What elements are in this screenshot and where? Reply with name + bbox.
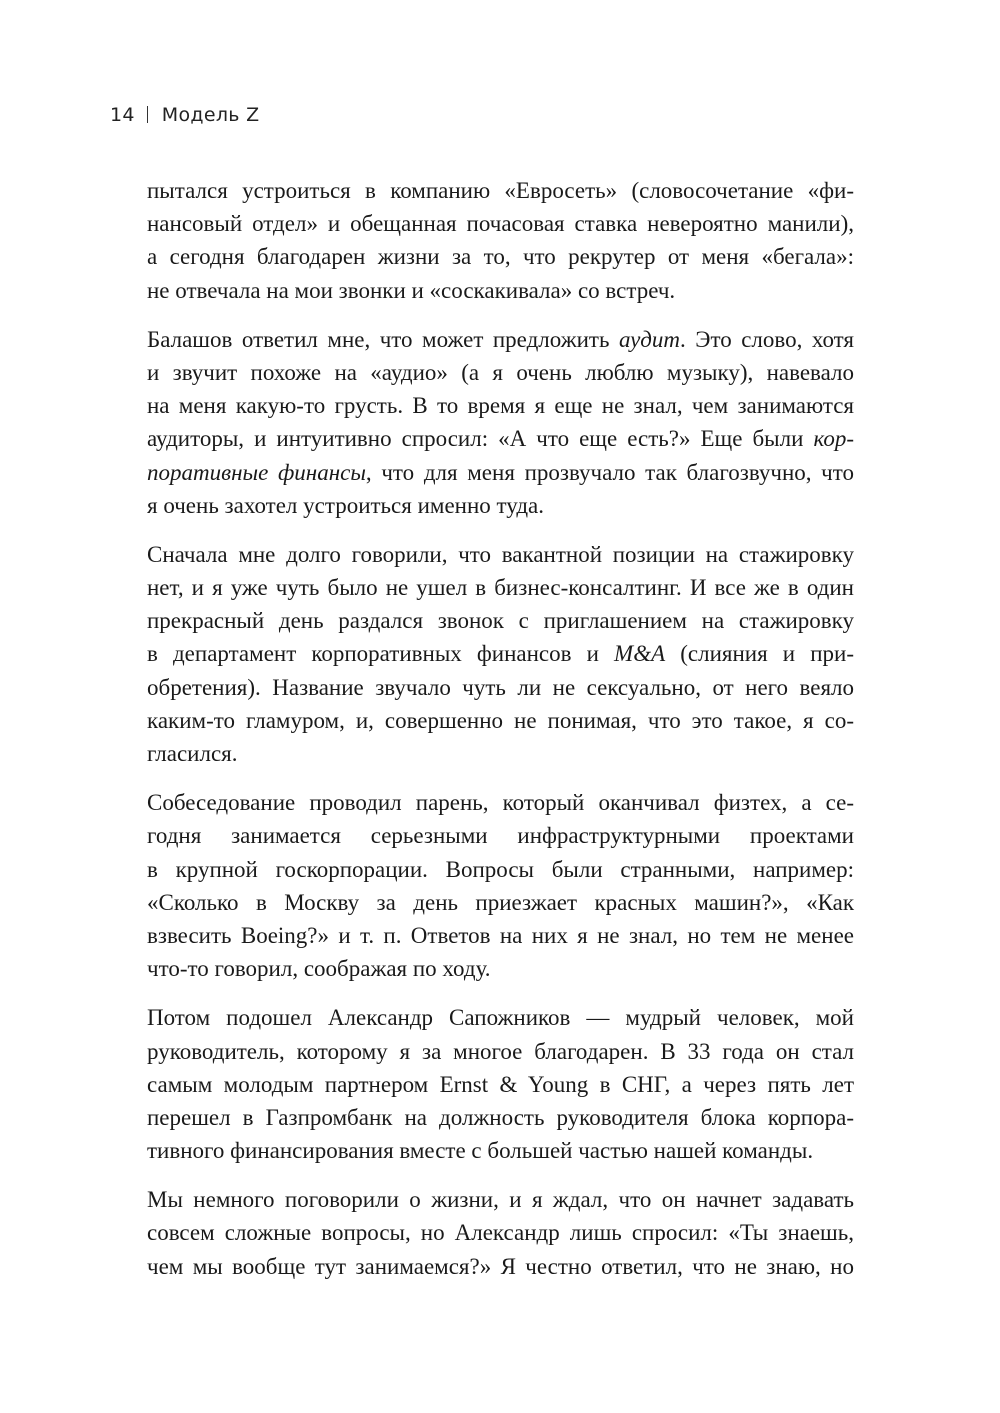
text-line <box>147 1183 854 1216</box>
text-line <box>147 853 854 886</box>
text-run: в крупной госкорпорации. Вопросы были странными, например: <box>147 856 854 882</box>
text-run: что-то говорил, соображая по ходу. <box>147 956 491 982</box>
text-line <box>147 240 854 273</box>
text-run: перешел в Газпромбанк на должность руководителя блока корпора- <box>147 1104 854 1130</box>
paragraph <box>147 174 854 307</box>
text-run: чем мы вообще тут занимаемся?» Я честно ответил, что не знаю, но <box>147 1253 854 1279</box>
paragraph <box>147 323 854 522</box>
text-line <box>147 952 854 985</box>
italic-text: поративные финансы <box>147 459 366 485</box>
text-line <box>147 174 854 207</box>
text-run: не отвечала на мои звонки и «соскакивала» со встреч. <box>147 277 676 303</box>
text-line <box>147 1001 854 1034</box>
text-run: «Сколько в Москву за день приезжает красных машин?», «Как <box>147 889 854 915</box>
text-run: Балашов ответил мне, что может предложить <box>147 326 619 352</box>
running-head <box>110 104 259 126</box>
text-line <box>147 538 854 571</box>
text-run: а сегодня благодарен жизни за то, что рекрутер от меня «бегала»: <box>147 244 854 270</box>
paragraph <box>147 1183 854 1283</box>
text-line <box>147 737 854 770</box>
book-title: Модель Z <box>161 104 260 126</box>
text-line <box>147 786 854 819</box>
text-run: , что для меня прозвучало так благозвучно, что <box>365 459 854 485</box>
text-run: Сначала мне долго говорили, что вакантной позиции на стажировку <box>147 541 854 567</box>
paragraph <box>147 1001 854 1167</box>
text-run: аудиторы, и интуитивно спросил: «А что еще есть?» Еще были <box>147 426 814 452</box>
text-run: обретения). Название звучало чуть ли не сексуально, от него веяло <box>147 674 854 700</box>
text-line <box>147 1101 854 1134</box>
text-run: прекрасный день раздался звонок с приглашением на стажировку <box>147 608 854 634</box>
text-line <box>147 1134 854 1167</box>
page-number: 14 <box>110 104 135 126</box>
italic-text: аудит <box>618 326 681 352</box>
text-run: и звучит похоже на «аудио» (а я очень люблю музыку), навевало <box>147 359 854 385</box>
text-run: пытался устроиться в компанию «Евросеть» (словосочетание «фи- <box>147 178 854 203</box>
text-run: Потом подошел Александр Сапожников — мудрый человек, мой <box>147 1005 854 1031</box>
text-run: тивного финансирования вместе с большей частью нашей команды. <box>147 1138 814 1164</box>
text-run: . Это слово, хотя <box>680 326 855 352</box>
text-run: самым молодым партнером Ernst & Young в СНГ, а через пять лет <box>147 1071 854 1097</box>
text-line <box>147 819 854 852</box>
text-line <box>147 389 854 422</box>
text-line <box>147 1250 854 1283</box>
text-run: в департамент корпоративных финансов и <box>147 641 615 667</box>
text-run: взвесить Boeing?» и т. п. Ответов на них я не знал, но тем не менее <box>147 922 854 948</box>
text-line <box>147 1035 854 1068</box>
text-line <box>147 207 854 240</box>
text-run: Мы немного поговорили о жизни, и я ждал, что он начнет задавать <box>147 1187 854 1213</box>
text-line <box>147 671 854 704</box>
text-line <box>147 637 854 670</box>
text-run: годня занимается серьезными инфраструктурными проектами <box>147 823 854 849</box>
text-line <box>147 919 854 952</box>
body-text <box>147 174 854 1299</box>
text-line <box>147 422 854 455</box>
text-line <box>147 323 854 356</box>
paragraph <box>147 538 854 770</box>
text-line <box>147 571 854 604</box>
text-run: на меня какую-то грусть. В то время я еще не знал, чем занимаются <box>147 393 854 419</box>
text-run: каким-то гламуром, и, совершенно не понимая, что это такое, я со- <box>147 707 854 733</box>
text-run: руководитель, которому я за многое благодарен. В 33 года он стал <box>147 1038 854 1064</box>
text-run: нансовый отдел» и обещанная почасовая ставка невероятно манили), <box>147 211 854 237</box>
text-line <box>147 1216 854 1249</box>
italic-text: кор- <box>813 426 854 452</box>
italic-text: M&A <box>614 641 666 667</box>
text-line <box>147 1068 854 1101</box>
text-line <box>147 274 854 307</box>
header-separator <box>147 106 148 123</box>
text-run: Собеседование проводил парень, который оканчивал физтех, а се- <box>147 790 854 816</box>
paragraph <box>147 786 854 985</box>
text-line <box>147 604 854 637</box>
text-line <box>147 886 854 919</box>
text-line <box>147 456 854 489</box>
text-line <box>147 356 854 389</box>
text-run: (слияния и при- <box>665 641 854 667</box>
text-run: гласился. <box>147 741 238 766</box>
text-run: нет, и я уже чуть было не ушел в бизнес-консалтинг. И все же в один <box>147 575 854 601</box>
text-line <box>147 704 854 737</box>
text-line <box>147 489 854 522</box>
text-run: я очень захотел устроиться именно туда. <box>147 492 544 518</box>
text-run: совсем сложные вопросы, но Александр лишь спросил: «Ты знаешь, <box>147 1220 854 1246</box>
